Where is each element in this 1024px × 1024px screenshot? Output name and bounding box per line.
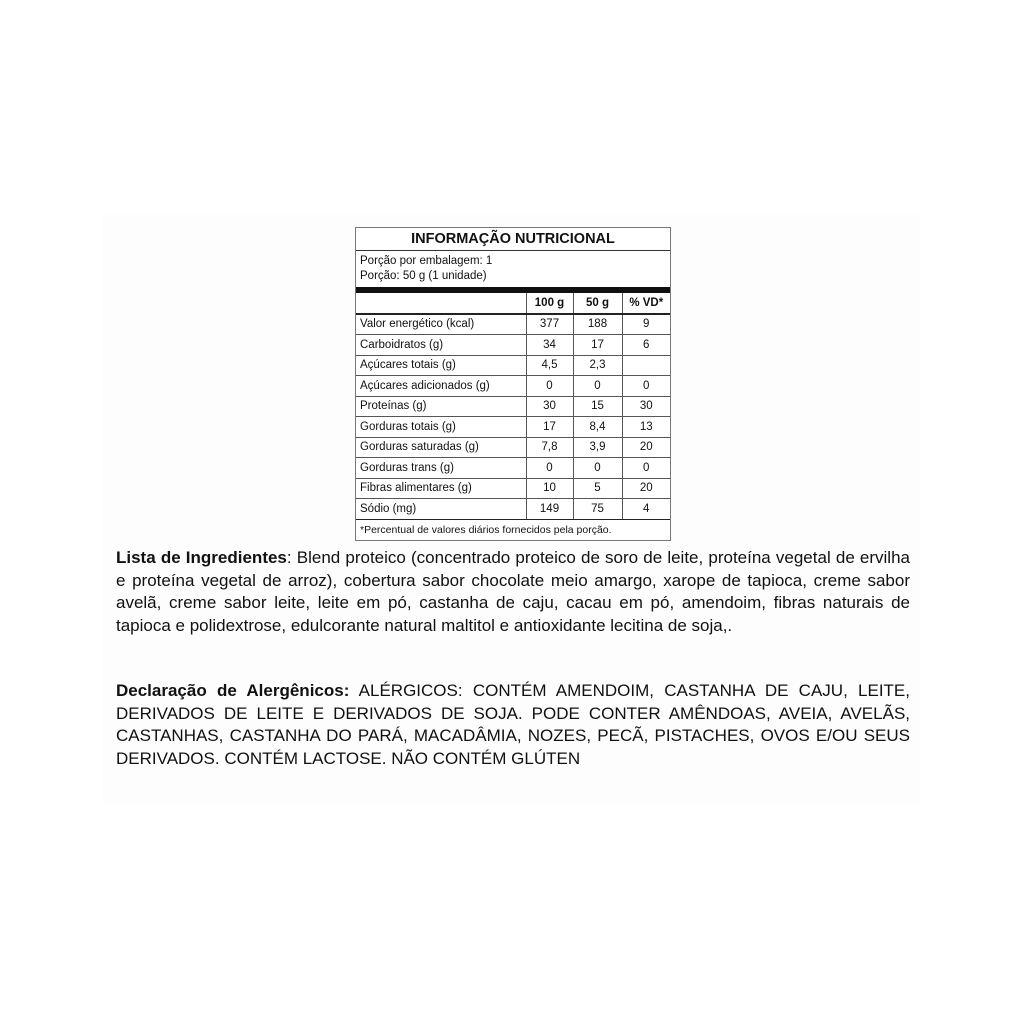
- nutrient-name: Proteínas (g): [356, 396, 526, 417]
- nutrient-value: 20: [622, 437, 670, 458]
- nutrient-name: Carboidratos (g): [356, 335, 526, 356]
- portion-info: [356, 251, 670, 293]
- nutrition-row: [356, 335, 670, 356]
- ingredients-heading: Lista de Ingredientes: [116, 548, 287, 567]
- portions-per-pack: Porção por embalagem: 1: [360, 255, 493, 267]
- nutrient-value: 5: [573, 478, 622, 499]
- header-vd: % VD*: [622, 293, 670, 314]
- nutrient-value: [622, 355, 670, 376]
- nutrient-name: Açúcares totais (g): [356, 355, 526, 376]
- allergens-paragraph: [116, 680, 910, 770]
- nutrient-value: 0: [573, 376, 622, 397]
- nutrient-name: Gorduras saturadas (g): [356, 437, 526, 458]
- nutrient-name: Sódio (mg): [356, 499, 526, 520]
- ingredients-paragraph: [116, 547, 910, 637]
- nutrition-header-row: [356, 293, 670, 314]
- nutrient-value: 15: [573, 396, 622, 417]
- header-100g: 100 g: [526, 293, 573, 314]
- allergens-text: ALÉRGICOS: CONTÉM AMENDOIM, CASTANHA DE CAJU, LEITE, DERIVADOS DE LEITE E DERIVADOS DE SOJA. PODE CONTER AMÊNDOAS, AVEIA, AVELÃS, CASTANHAS, CASTANHA DO PARÁ, MACADÂMIA, NOZES, PECÃ, PISTACHES, OVOS E/OU SEUS DERIVADOS. CONTÉM LACTOSE. NÃO CONTÉM GLÚTEN: [116, 681, 910, 768]
- nutrition-row: [356, 314, 670, 335]
- nutrient-value: 377: [526, 314, 573, 335]
- nutrient-value: 10: [526, 478, 573, 499]
- nutrition-title: INFORMAÇÃO NUTRICIONAL: [356, 228, 670, 251]
- nutrient-name: Valor energético (kcal): [356, 314, 526, 335]
- nutrient-value: 20: [622, 478, 670, 499]
- nutrition-row: [356, 376, 670, 397]
- nutrient-name: Gorduras totais (g): [356, 417, 526, 438]
- nutrition-footnote: *Percentual de valores diários fornecidos pela porção.: [360, 523, 612, 536]
- nutrient-value: 17: [573, 335, 622, 356]
- nutrition-row: [356, 417, 670, 438]
- nutrient-value: 0: [526, 458, 573, 479]
- nutrition-row: [356, 499, 670, 520]
- nutrition-row: [356, 478, 670, 499]
- nutrient-value: 13: [622, 417, 670, 438]
- nutrition-row: [356, 458, 670, 479]
- portion-size: Porção: 50 g (1 unidade): [360, 270, 487, 282]
- nutrient-name: Gorduras trans (g): [356, 458, 526, 479]
- nutrition-row: [356, 355, 670, 376]
- nutrient-name: Fibras alimentares (g): [356, 478, 526, 499]
- nutrient-value: 0: [622, 376, 670, 397]
- allergens-heading: Declaração de Alergênicos:: [116, 681, 350, 700]
- nutrition-row: [356, 437, 670, 458]
- nutrient-value: 17: [526, 417, 573, 438]
- nutrition-facts-label: [355, 227, 671, 541]
- nutrient-value: 9: [622, 314, 670, 335]
- nutrient-value: 4: [622, 499, 670, 520]
- nutrition-row: [356, 396, 670, 417]
- nutrient-value: 2,3: [573, 355, 622, 376]
- nutrient-name: Açúcares adicionados (g): [356, 376, 526, 397]
- ingredients-text: : Blend proteico (concentrado proteico de soro de leite, proteína vegetal de ervilha e proteína vegetal de arroz), cobertura sabor chocolate meio amargo, xarope de tapioca, creme sabor avelã, creme sabor leite, leite em pó, castanha de caju, cacau em pó, amendoim, fibras naturais de tapioca e polidextrose, edulcorante natural maltitol e antioxidante lecitina de soja,.: [116, 548, 910, 635]
- nutrient-value: 8,4: [573, 417, 622, 438]
- nutrition-table: [356, 293, 670, 520]
- nutrient-value: 7,8: [526, 437, 573, 458]
- nutrient-value: 188: [573, 314, 622, 335]
- nutrient-value: 0: [622, 458, 670, 479]
- header-blank: [356, 293, 526, 314]
- nutrient-value: 149: [526, 499, 573, 520]
- nutrient-value: 34: [526, 335, 573, 356]
- nutrient-value: 6: [622, 335, 670, 356]
- nutrient-value: 30: [622, 396, 670, 417]
- nutrient-value: 30: [526, 396, 573, 417]
- nutrient-value: 0: [573, 458, 622, 479]
- header-50g: 50 g: [573, 293, 622, 314]
- nutrient-value: 3,9: [573, 437, 622, 458]
- nutrient-value: 75: [573, 499, 622, 520]
- nutrient-value: 4,5: [526, 355, 573, 376]
- nutrient-value: 0: [526, 376, 573, 397]
